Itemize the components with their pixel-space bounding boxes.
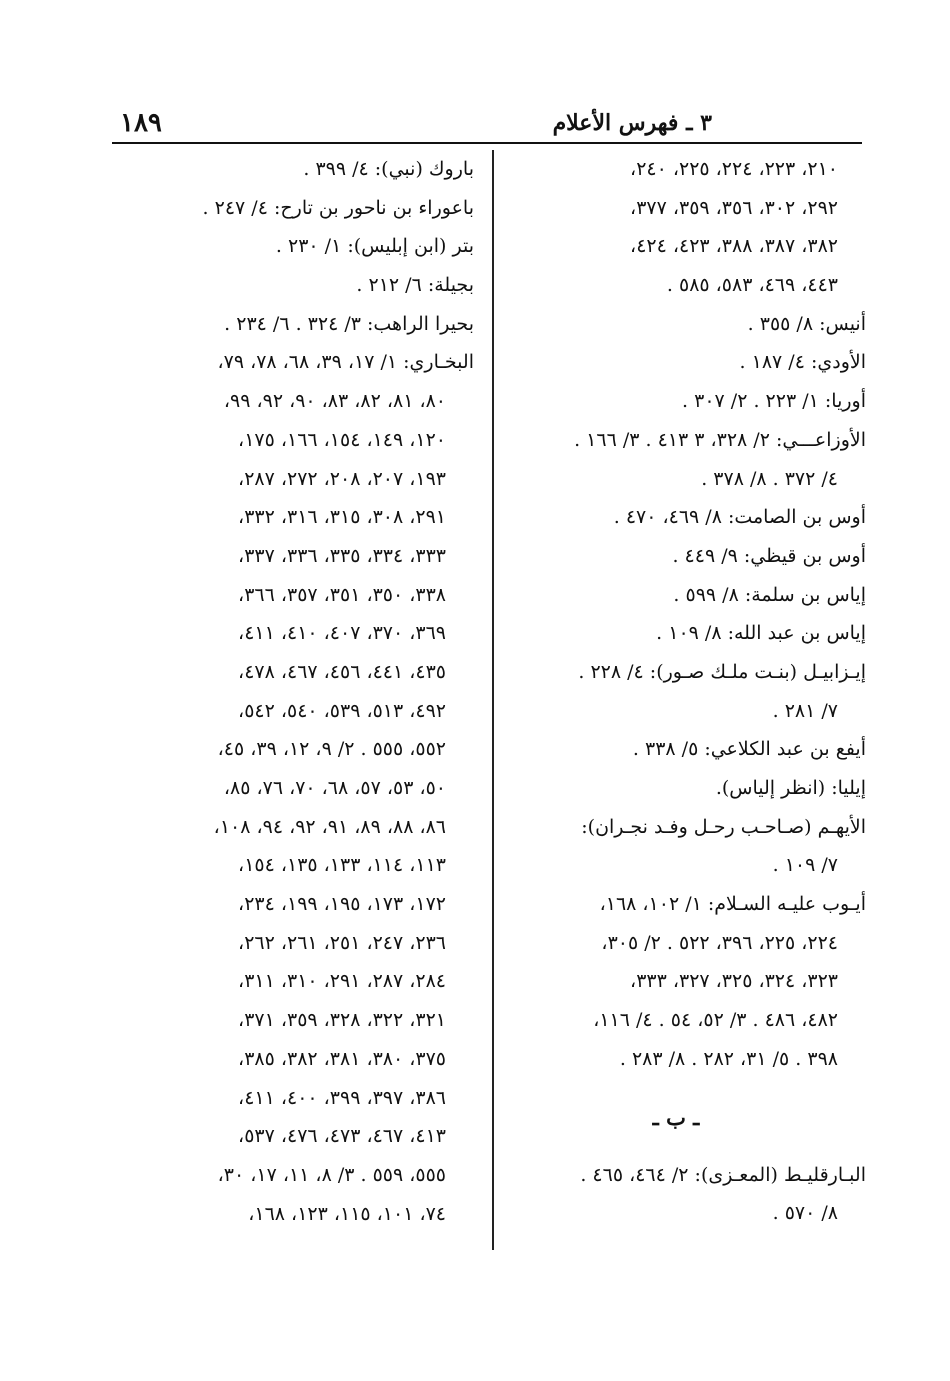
index-entry-line: ٣٦٩، ٣٧٠، ٤٠٧، ٤١٠، ٤١١، (238, 622, 446, 645)
index-entry-line: ٧٤، ١٠١، ١١٥، ١٢٣، ١٦٨، (248, 1202, 446, 1225)
index-entry-line: ٣٨٦، ٣٩٧، ٣٩٩، ٤٠٠، ٤١١، (238, 1086, 446, 1109)
left-column (94, 150, 474, 1233)
index-entry-line: البخـاري: ١/ ١٧، ٣٩، ٦٨، ٧٨، ٧٩، (217, 351, 474, 374)
index-entry-line: بتر (ابن إبليس): ١/ ٢٣٠ . (275, 235, 474, 258)
index-entry-line: ٣٣٣، ٣٣٤، ٣٣٥، ٣٣٦، ٣٣٧، (238, 544, 446, 567)
index-entry-line: البـارقليـط (المعـزى): ٢/ ٤٦٤، ٤٦٥ . (580, 1163, 866, 1186)
index-entry-line: إياس بن عبد الله: ٨/ ١٠٩ . (656, 622, 866, 645)
right-column (486, 150, 866, 1233)
index-entry-line: بجيلة: ٦/ ٢١٢ . (356, 274, 474, 297)
index-entry-line: باعوراء بن ناحور بن تارح: ٤/ ٢٤٧ . (202, 196, 474, 219)
index-entry-line: أوريا: ١/ ٢٢٣ . ٢/ ٣٠٧ . (682, 390, 866, 413)
index-entry-line: الأيهـم (صـاحـب رحـل وفـد نجـران): (581, 815, 866, 838)
index-entry-line: ٢٨٤، ٢٨٧، ٢٩١، ٣١٠، ٣١١، (238, 970, 446, 993)
page-number: ١٨٩ (120, 108, 162, 138)
index-entry-line: ٢١٠، ٢٢٣، ٢٢٤، ٢٢٥، ٢٤٠، (630, 158, 838, 180)
index-entry-line: ٢٩٢، ٣٠٢، ٣٥٦، ٣٥٩، ٣٧٧، (630, 196, 838, 219)
index-entry-line: الأودي: ٤/ ١٨٧ . (739, 351, 866, 374)
index-entry-line: ٧/ ١٠٩ . (772, 854, 838, 877)
index-entry-line: ٣٢١، ٣٢٢، ٣٢٨، ٣٥٩، ٣٧١، (238, 1009, 446, 1032)
index-entry-line: ٨/ ٥٧٠ . (772, 1202, 838, 1225)
index-entry-line: ٣٧٥، ٣٨٠، ٣٨١، ٣٨٢، ٣٨٥، (238, 1047, 446, 1070)
index-entry-line: ١٩٣، ٢٠٧، ٢٠٨، ٢٧٢، ٢٨٧، (238, 467, 446, 490)
index-entry-line: ٨٦، ٨٨، ٨٩، ٩١، ٩٢، ٩٤، ١٠٨، (213, 815, 446, 838)
index-entry-line: ٤٤٣، ٤٦٩، ٥٨٣، ٥٨٥ . (666, 274, 838, 297)
index-entry-line: ٣٨٢، ٣٨٧، ٣٨٨، ٤٢٣، ٤٢٤، (630, 235, 838, 258)
section-letter-heading: ـ ب ـ (652, 1104, 700, 1130)
index-entry-line: ٣٩٨ . ٥/ ٣١، ٢٨٢ . ٨/ ٢٨٣ . (619, 1047, 838, 1070)
index-entry-line: أيفع بن عبد الكلاعي: ٥/ ٣٣٨ . (632, 738, 866, 761)
index-entry-line: ٧/ ٢٨١ . (772, 699, 838, 722)
index-entry-line: ٣٣٨، ٣٥٠، ٣٥١، ٣٥٧، ٣٦٦، (238, 583, 446, 606)
index-entry-line: أنيس: ٨/ ٣٥٥ . (747, 312, 866, 335)
page-header (112, 108, 862, 144)
index-entry-line: ٤٩٢، ٥١٣، ٥٣٩، ٥٤٠، ٥٤٢، (238, 699, 446, 722)
index-entry-line: ٣٢٣، ٣٢٤، ٣٢٥، ٣٢٧، ٣٣٣، (630, 970, 838, 993)
index-entry-line: أوس بن الصامت: ٨/ ٤٦٩، ٤٧٠ . (613, 506, 866, 529)
index-entry-line: بحيرا الراهب: ٣/ ٣٢٤ . ٦/ ٢٣٤ . (224, 312, 474, 335)
index-entry-line: ٤٣٥، ٤٤١، ٤٥٦، ٤٦٧، ٤٧٨، (238, 660, 446, 683)
index-entry-line: ١٢٠، ١٤٩، ١٥٤، ١٦٦، ١٧٥، (238, 428, 446, 451)
index-entry-line: ٢٢٤، ٢٢٥، ٣٩٦، ٥٢٢ . ٢/ ٣٠٥، (601, 931, 838, 954)
index-entry-line: ٥٠، ٥٣، ٥٧، ٦٨، ٧٠، ٧٦، ٨٥، (223, 777, 446, 799)
index-entry-line: الأوزاعـــي: ٢/ ٣٢٨، ٣ ٤١٣ . ٣/ ١٦٦ . (574, 428, 866, 451)
index-entry-line: باروك (نبي): ٤/ ٣٩٩ . (303, 158, 474, 180)
index-entry-line: أيـوب عليـه السـلام: ١/ ١٠٢، ١٦٨، (599, 893, 866, 916)
index-entry-line: ٤/ ٣٧٢ . ٨/ ٣٧٨ . (701, 467, 838, 490)
index-entry-line: ٥٥٥، ٥٥٩ . ٣/ ٨، ١١، ١٧، ٣٠، (217, 1163, 446, 1186)
index-entry-line: ٢٩١، ٣٠٨، ٣١٥، ٣١٦، ٣٣٢، (238, 506, 446, 529)
index-entry-line: ١١٣، ١١٤، ١٣٣، ١٣٥، ١٥٤، (238, 854, 446, 877)
index-entry-line: ٨٠، ٨١، ٨٢، ٨٣، ٩٠، ٩٢، ٩٩، (223, 390, 446, 413)
index-entry-line: ٢٣٦، ٢٤٧، ٢٥١، ٢٦١، ٢٦٢، (238, 931, 446, 954)
index-entry-line: إيليا: (انظر إلياس). (715, 777, 866, 799)
index-entry-line: إياس بن سلمة: ٨/ ٥٩٩ . (673, 583, 866, 606)
index-entry-line: ١٧٢، ١٧٣، ١٩٥، ١٩٩، ٢٣٤، (238, 893, 446, 916)
running-title: ٣ ـ فهرس الأعلام (552, 110, 712, 136)
index-entry-line: إيـزابيـل (بنـت ملـك صـور): ٤/ ٢٢٨ . (578, 660, 866, 683)
index-entry-line: ٤٨٢، ٤٨٦ . ٣/ ٥٢، ٥٤ . ٤/ ١١٦، (593, 1009, 838, 1032)
index-entry-line: ٤١٣، ٤٦٧، ٤٧٣، ٤٧٦، ٥٣٧، (238, 1125, 446, 1148)
index-entry-line: أوس بن قيظي: ٩/ ٤٤٩ . (672, 544, 866, 567)
index-entry-line: ٥٥٢، ٥٥٥ . ٢/ ٩، ١٢، ٣٩، ٤٥، (217, 738, 446, 761)
